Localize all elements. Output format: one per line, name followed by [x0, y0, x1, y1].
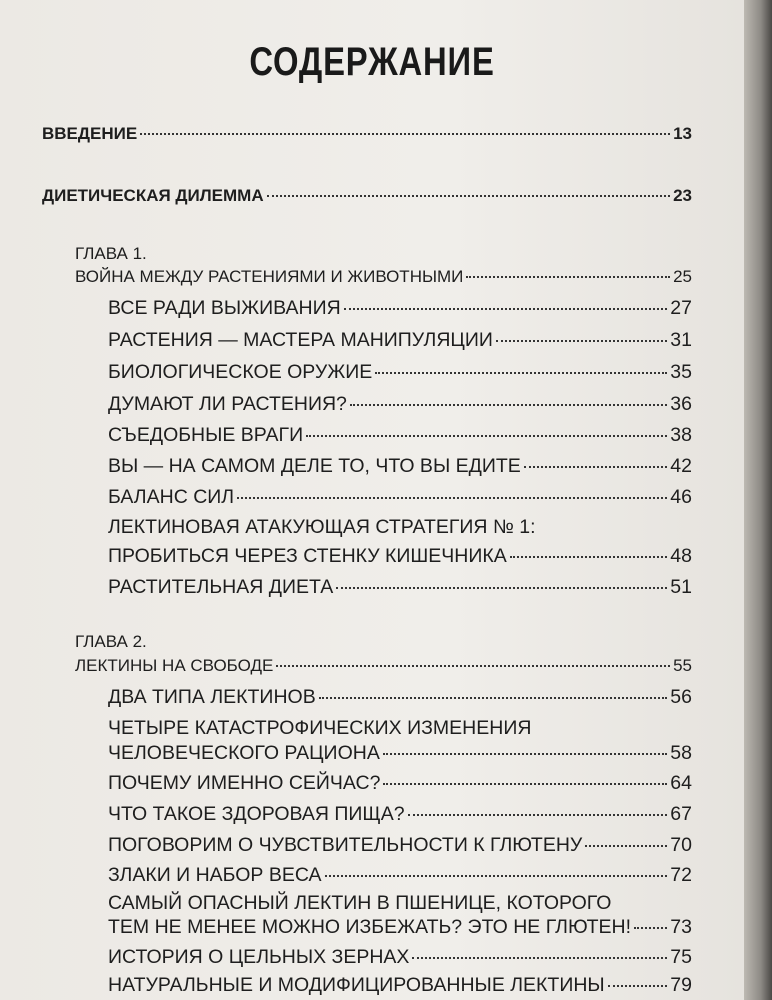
toc-page-number: 13: [673, 124, 692, 143]
toc-item[interactable]: [108, 742, 692, 765]
toc-page-number: 67: [670, 803, 692, 825]
toc-item[interactable]: [108, 393, 692, 416]
dot-leader: [510, 556, 668, 558]
dot-leader: [375, 372, 667, 374]
toc-page-number: 35: [670, 361, 692, 383]
dot-leader: [237, 497, 667, 499]
toc-item[interactable]: [108, 329, 692, 352]
toc-item[interactable]: [108, 545, 692, 568]
toc-item-text: РАСТИТЕЛЬНАЯ ДИЕТА: [108, 576, 334, 598]
page-edge-shadow: [744, 0, 772, 1000]
page-title: СОДЕРЖАНИЕ: [249, 40, 495, 84]
toc-page-number: 70: [670, 834, 692, 856]
toc-page-number: 72: [670, 864, 692, 886]
toc-entry-diet-dilemma[interactable]: [42, 186, 692, 206]
chapter-1-entry[interactable]: [75, 267, 692, 287]
toc-item-text: ДВА ТИПА ЛЕКТИНОВ: [108, 686, 316, 708]
toc-item-text: ВСЕ РАДИ ВЫЖИВАНИЯ: [108, 297, 341, 319]
toc-page-number: 79: [670, 974, 692, 996]
toc-item[interactable]: [108, 455, 692, 478]
toc-item[interactable]: [108, 576, 692, 599]
toc-page-number: 55: [673, 656, 692, 675]
toc-entry-text: ВВЕДЕНИЕ: [42, 124, 138, 143]
toc-item-text-line1: ЧЕТЫРЕ КАТАСТРОФИЧЕСКИХ ИЗМЕНЕНИЯ: [108, 717, 532, 739]
toc-item[interactable]: [108, 361, 692, 384]
toc-item-text: ЧТО ТАКОЕ ЗДОРОВАЯ ПИЩА?: [108, 803, 405, 825]
dot-leader: [524, 466, 668, 468]
toc-page-number: 48: [670, 545, 692, 567]
dot-leader: [412, 957, 667, 959]
dot-leader: [276, 665, 670, 667]
dot-leader: [383, 783, 667, 785]
toc-item-text: ВЫ — НА САМОМ ДЕЛЕ ТО, ЧТО ВЫ ЕДИТЕ: [108, 455, 521, 477]
toc-item-text: НАТУРАЛЬНЫЕ И МОДИФИЦИРОВАННЫЕ ЛЕКТИНЫ: [108, 974, 605, 996]
dot-leader: [306, 435, 667, 437]
dot-leader: [408, 814, 668, 816]
toc-item-text: ДУМАЮТ ЛИ РАСТЕНИЯ?: [108, 393, 347, 415]
chapter-2-entry[interactable]: [75, 656, 692, 676]
toc-page-number: 25: [673, 267, 692, 286]
toc-page-number: 46: [670, 486, 692, 508]
toc-item-text: ПОГОВОРИМ О ЧУВСТВИТЕЛЬНОСТИ К ГЛЮТЕНУ: [108, 834, 583, 856]
toc-item[interactable]: [108, 834, 692, 857]
toc-item-text: СЪЕДОБНЫЕ ВРАГИ: [108, 424, 304, 446]
dot-leader: [344, 308, 668, 310]
toc-page-number: 51: [670, 576, 692, 598]
toc-item[interactable]: [108, 486, 692, 509]
toc-item[interactable]: [108, 772, 692, 795]
chapter-2-label: ГЛАВА 2.: [75, 632, 147, 651]
toc-item[interactable]: [108, 803, 692, 826]
toc-item-text-line1: САМЫЙ ОПАСНЫЙ ЛЕКТИН В ПШЕНИЦЕ, КОТОРОГО: [108, 892, 612, 914]
dot-leader: [319, 697, 668, 699]
toc-item-text: ИСТОРИЯ О ЦЕЛЬНЫХ ЗЕРНАХ: [108, 946, 410, 968]
toc-page-number: 42: [670, 455, 692, 477]
toc-item[interactable]: [108, 864, 692, 887]
toc-page-number: 58: [670, 742, 692, 764]
dot-leader: [383, 753, 667, 755]
dot-leader: [336, 587, 667, 589]
toc-item[interactable]: [108, 424, 692, 447]
toc-item-text: ЧЕЛОВЕЧЕСКОГО РАЦИОНА: [108, 742, 380, 764]
toc-page-number: 38: [670, 424, 692, 446]
toc-item[interactable]: [108, 974, 692, 997]
toc-page-number: 73: [670, 916, 692, 938]
dot-leader: [585, 845, 667, 847]
toc-item[interactable]: [108, 686, 692, 709]
dot-leader: [267, 195, 670, 197]
toc-page-number: 27: [670, 297, 692, 319]
toc-item[interactable]: [108, 916, 692, 939]
toc-page-number: 31: [670, 329, 692, 351]
dot-leader: [140, 133, 670, 135]
toc-entry-text: ДИЕТИЧЕСКАЯ ДИЛЕММА: [42, 186, 264, 205]
chapter-1-label: ГЛАВА 1.: [75, 244, 147, 263]
dot-leader: [634, 927, 667, 929]
toc-page-number: 36: [670, 393, 692, 415]
toc-item-text: ЗЛАКИ И НАБОР ВЕСА: [108, 864, 322, 886]
toc-item[interactable]: [108, 946, 692, 969]
chapter-title: ВОЙНА МЕЖДУ РАСТЕНИЯМИ И ЖИВОТНЫМИ: [75, 267, 464, 286]
toc-item[interactable]: [108, 297, 692, 320]
dot-leader: [608, 985, 668, 987]
toc-entry-introduction[interactable]: [42, 124, 692, 144]
toc-page-number: 75: [670, 946, 692, 968]
dot-leader: [325, 875, 668, 877]
dot-leader: [466, 276, 670, 278]
dot-leader: [350, 404, 667, 406]
chapter-title: ЛЕКТИНЫ НА СВОБОДЕ: [75, 656, 274, 675]
toc-item-text: БАЛАНС СИЛ: [108, 486, 235, 508]
dot-leader: [496, 340, 667, 342]
toc-item-text: ПРОБИТЬСЯ ЧЕРЕЗ СТЕНКУ КИШЕЧНИКА: [108, 545, 507, 567]
toc-item-text: БИОЛОГИЧЕСКОЕ ОРУЖИЕ: [108, 361, 373, 383]
toc-page-number: 56: [670, 686, 692, 708]
toc-page-number: 23: [673, 186, 692, 205]
toc-item-text: ПОЧЕМУ ИМЕННО СЕЙЧАС?: [108, 772, 381, 794]
toc-item-text: ТЕМ НЕ МЕНЕЕ МОЖНО ИЗБЕЖАТЬ? ЭТО НЕ ГЛЮТЕН!: [108, 916, 631, 938]
toc-item-text-line1: ЛЕКТИНОВАЯ АТАКУЮЩАЯ СТРАТЕГИЯ № 1:: [108, 516, 536, 538]
toc-page-number: 64: [670, 772, 692, 794]
toc-item-text: РАСТЕНИЯ — МАСТЕРА МАНИПУЛЯЦИИ: [108, 329, 493, 351]
